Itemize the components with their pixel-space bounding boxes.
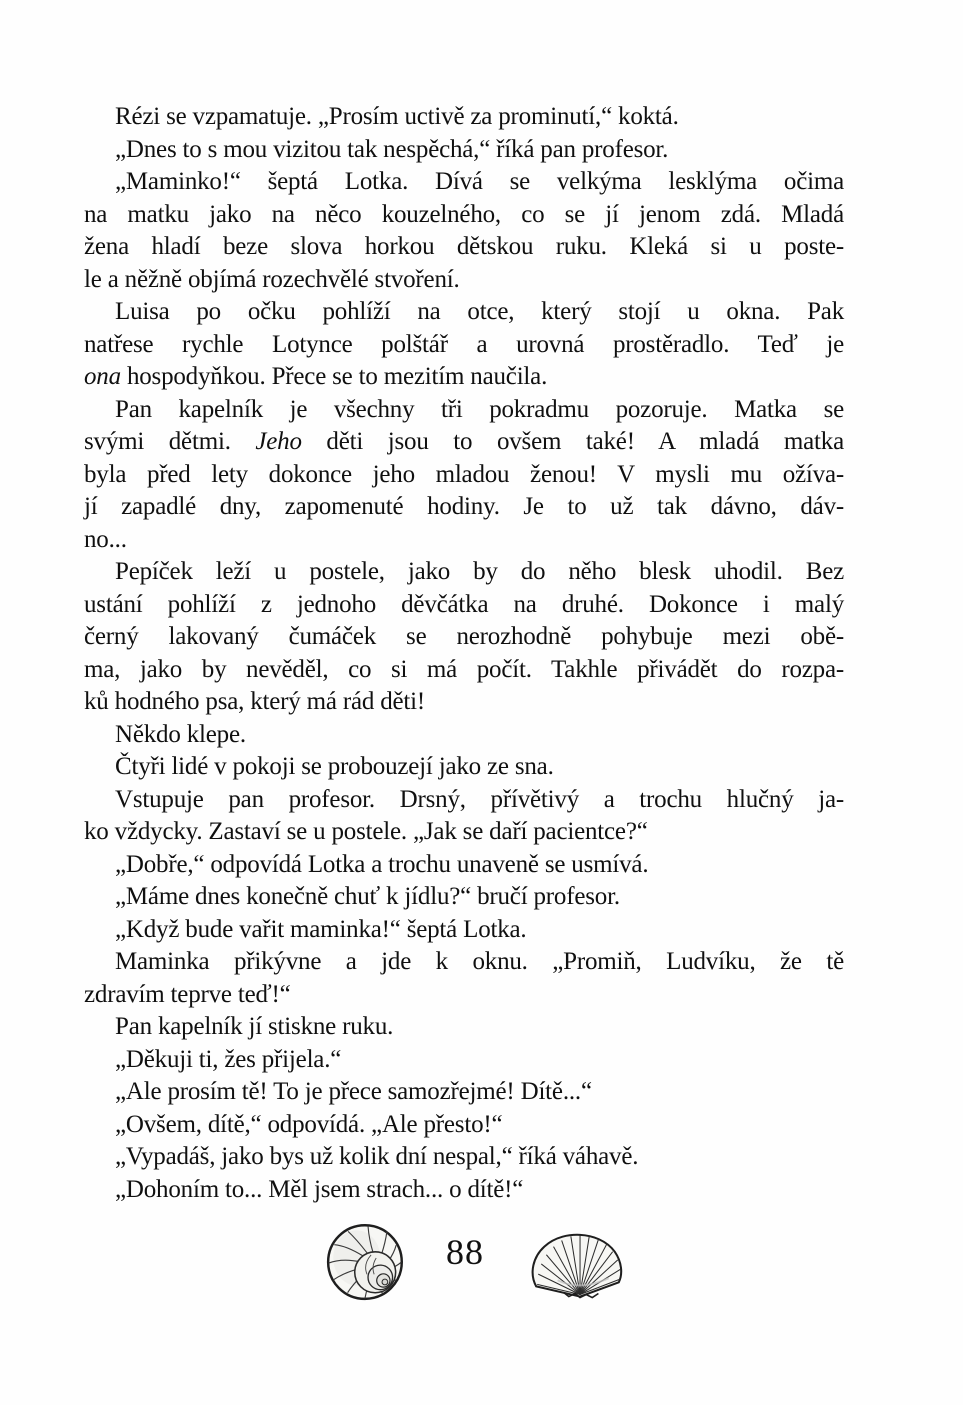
text-block <box>84 101 844 1206</box>
text-line: Rézi se vzpamatuje. „Prosím uctivě za prominutí,“ koktá. <box>115 103 679 130</box>
text-line: zdravím teprve teď!“ <box>84 980 291 1008</box>
text-line: „Dohoním to... Měl jsem strach... o dítě!“ <box>115 1175 524 1203</box>
paragraph <box>84 394 844 557</box>
text-line: „Vypadáš, jako bys už kolik dní nespal,“ říká váhavě. <box>115 1143 639 1170</box>
text-line: ma, jako by nevěděl, co si má počít. Takhle přivádět do rozpa- <box>84 655 844 683</box>
text-line: Někdo klepe. <box>115 720 246 748</box>
text-line: natřese rychle Lotynce polštář a urovná prostěradlo. Teď je <box>84 330 844 358</box>
text-line: „Dobře,“ odpovídá Lotka a trochu unaveně se usmívá. <box>115 850 649 878</box>
paragraph <box>84 946 844 1011</box>
paragraph <box>84 719 844 752</box>
paragraph <box>84 134 844 167</box>
paragraph <box>84 1011 844 1044</box>
paragraph <box>84 101 844 134</box>
paragraph <box>84 784 844 849</box>
text-line: ků hodného psa, který má rád děti! <box>84 688 426 715</box>
text-line: Luisa po očku pohlíží na otce, který stojí u okna. Pak <box>115 298 844 325</box>
text-line: Vstupuje pan profesor. Drsný, přívětivý a trochu hlučný ja- <box>115 785 844 813</box>
text-line: „Maminko!“ šeptá Lotka. Dívá se velkýma lesklýma očima <box>115 168 844 195</box>
paragraph <box>84 881 844 914</box>
text-line: „Děkuji ti, žes přijela.“ <box>115 1045 342 1073</box>
scallop-shell-icon <box>527 1232 629 1304</box>
text-line: „Máme dnes konečně chuť k jídlu?“ bručí profesor. <box>115 883 620 910</box>
text-line: „Ale prosím tě! To je přece samozřejmé! Dítě...“ <box>115 1078 592 1105</box>
paragraph <box>84 166 844 296</box>
text-line: ko vždycky. Zastaví se u postele. „Jak se daří pacientce?“ <box>84 818 648 845</box>
text-line: le a něžně objímá rozechvělé stvoření. <box>84 265 460 293</box>
text-line: Pepíček leží u postele, jako by do něho blesk uhodil. Bez <box>115 558 844 585</box>
paragraph <box>84 296 844 394</box>
text-line: Pan kapelník je všechny tři pokradmu pozoruje. Matka se <box>115 395 844 423</box>
text-line: no... <box>84 525 127 553</box>
text-line: „Dnes to s mou vizitou tak nespěchá,“ říká pan profesor. <box>115 135 669 163</box>
page-number: 88 <box>446 1232 484 1272</box>
text-line: ustání pohlíží z jednoho děvčátka na druhé. Dokonce i malý <box>84 590 844 618</box>
paragraph <box>84 1141 844 1174</box>
text-line: byla před lety dokonce jeho mladou ženou! V mysli mu ožíva- <box>84 460 844 488</box>
text-line: na matku jako na něco kouzelného, co se jí jenom zdá. Mladá <box>84 200 844 228</box>
text-line: „Když bude vařit maminka!“ šeptá Lotka. <box>115 915 527 943</box>
text-line: „Ovšem, dítě,“ odpovídá. „Ale přesto!“ <box>115 1110 503 1138</box>
text-line: Maminka přikývne a jde k oknu. „Promiň, Ludvíku, že tě <box>115 948 844 975</box>
text-line: jí zapadlé dny, zapomenuté hodiny. Je to už tak dávno, dáv- <box>84 493 844 520</box>
snail-shell-icon <box>326 1215 408 1305</box>
paragraph <box>84 1109 844 1142</box>
paragraph <box>84 914 844 947</box>
paragraph <box>84 1076 844 1109</box>
paragraph <box>84 849 844 882</box>
text-line: svými dětmi. Jeho děti jsou to ovšem také! A mladá matka <box>84 428 844 455</box>
paragraph <box>84 1174 844 1207</box>
text-line: Pan kapelník jí stiskne ruku. <box>115 1013 394 1040</box>
paragraph <box>84 751 844 784</box>
text-line: žena hladí beze slova horkou dětskou ruku. Kleká si u poste- <box>84 233 844 260</box>
text-line: černý lakovaný čumáček se nerozhodně pohybuje mezi obě- <box>84 623 844 650</box>
text-line: Čtyři lidé v pokoji se probouzejí jako ze sna. <box>115 753 554 780</box>
text-line: ona hospodyňkou. Přece se to mezitím naučila. <box>84 363 548 390</box>
paragraph <box>84 556 844 719</box>
paragraph <box>84 1044 844 1077</box>
